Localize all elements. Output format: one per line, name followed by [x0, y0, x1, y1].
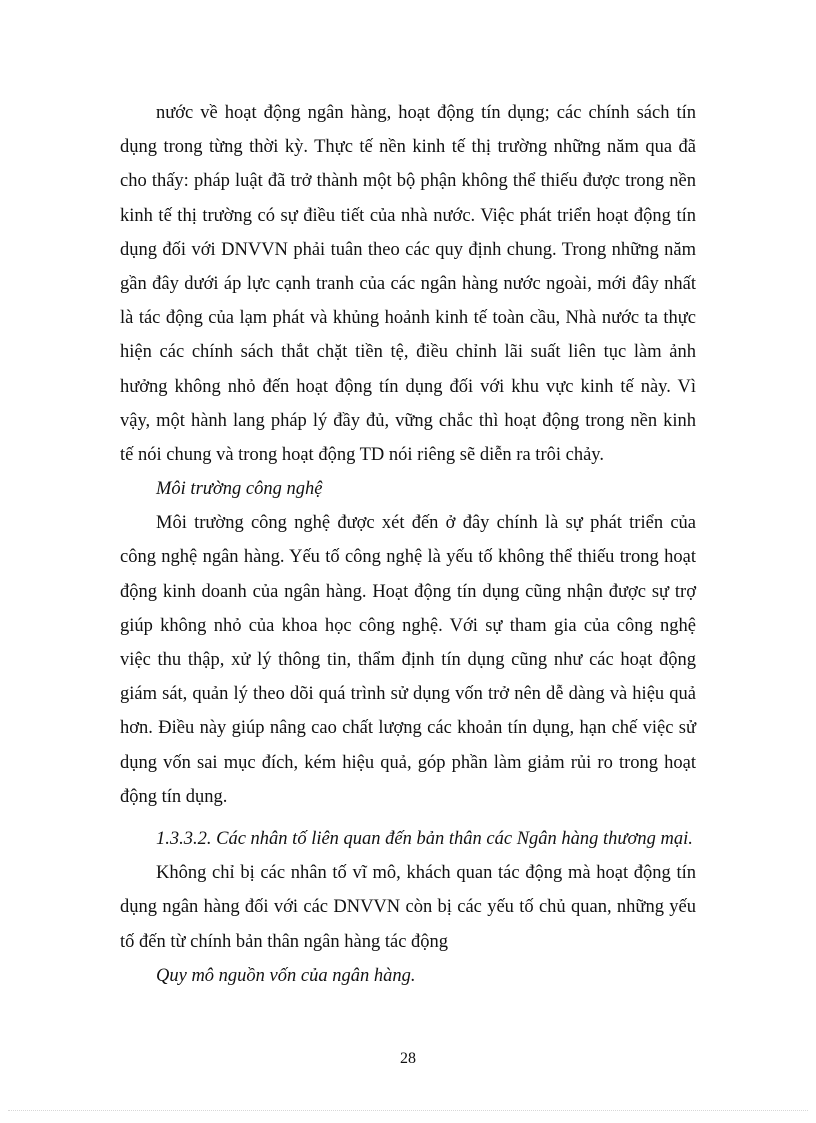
subheading-technology-environment: Môi trường công nghệ — [156, 479, 323, 500]
page-bottom-divider — [8, 1110, 808, 1111]
page-number: 28 — [400, 1050, 416, 1067]
paragraph-line: dụng trong từng thời kỳ. Thực tế nền kinh tế thị trường những năm qua đã — [120, 137, 696, 158]
paragraph-line: giúp không nhỏ của khoa học công nghệ. Với sự tham gia của công nghệ — [120, 615, 696, 636]
paragraph-line: việc thu thập, xử lý thông tin, thẩm định tín dụng cũng như các hoạt động — [120, 650, 696, 670]
paragraph-line: cho thấy: pháp luật đã trở thành một bộ phận không thể thiếu được trong nền — [120, 171, 696, 192]
paragraph-line: dụng ngân hàng đối với các DNVVN còn bị các yếu tố chủ quan, những yếu — [120, 897, 696, 918]
paragraph-line: hiện các chính sách thắt chặt tiền tệ, điều chỉnh lãi suất liên tục làm ảnh — [120, 342, 696, 363]
paragraph-line: công nghệ ngân hàng. Yếu tố công nghệ là yếu tố không thể thiếu trong hoạt — [120, 547, 696, 568]
paragraph-line: vậy, một hành lang pháp lý đầy đủ, vững chắc thì hoạt động trong nền kinh — [120, 410, 696, 431]
paragraph-line: hơn. Điều này giúp nâng cao chất lượng các khoản tín dụng, hạn chế việc sử — [120, 718, 696, 739]
document-body — [120, 96, 696, 993]
subheading-capital-scale: Quy mô nguồn vốn của ngân hàng. — [156, 965, 416, 986]
paragraph-line: dụng vốn sai mục đích, kém hiệu quả, góp phần làm giảm rủi ro trong hoạt — [120, 752, 696, 773]
paragraph-line: động tín dụng. — [120, 786, 228, 807]
paragraph-line: giám sát, quản lý theo dõi quá trình sử dụng vốn trở nên dễ dàng và hiệu quả — [120, 684, 696, 705]
paragraph-legal-environment — [120, 96, 696, 472]
section-heading: 1.3.3.2. Các nhân tố liên quan đến bản thân các Ngân hàng thương mại. — [156, 828, 693, 849]
paragraph-line: là tác động của lạm phát và khủng hoảnh kinh tế toàn cầu, Nhà nước ta thực — [120, 308, 696, 329]
paragraph-line: nước về hoạt động ngân hàng, hoạt động tín dụng; các chính sách tín — [156, 103, 696, 123]
paragraph-line: tố đến từ chính bản thân ngân hàng tác động — [120, 931, 449, 952]
paragraph-line: dụng đối với DNVVN phải tuân theo các quy định chung. Trong những năm — [120, 239, 696, 260]
spacer — [120, 814, 696, 822]
paragraph-line: hưởng không nhỏ đến hoạt động tín dụng đối với khu vực kinh tế này. Vì — [120, 376, 696, 397]
paragraph-line: Môi trường công nghệ được xét đến ở đây chính là sự phát triển của — [156, 513, 696, 534]
paragraph-line: động kinh doanh của ngân hàng. Hoạt động tín dụng cũng nhận được sự trợ — [120, 581, 696, 602]
paragraph-line: Không chỉ bị các nhân tố vĩ mô, khách quan tác động mà hoạt động tín — [156, 863, 696, 884]
paragraph-line: kinh tế thị trường có sự điều tiết của nhà nước. Việc phát triển hoạt động tín — [120, 205, 696, 226]
paragraph-line: gần đây dưới áp lực cạnh tranh của các ngân hàng nước ngoài, mới đây nhất — [120, 273, 696, 294]
paragraph-line: tế nói chung và trong hoạt động TD nói riêng sẽ diễn ra trôi chảy. — [120, 444, 604, 465]
paragraph-internal-factors — [120, 856, 696, 959]
paragraph-technology-environment — [120, 506, 696, 814]
